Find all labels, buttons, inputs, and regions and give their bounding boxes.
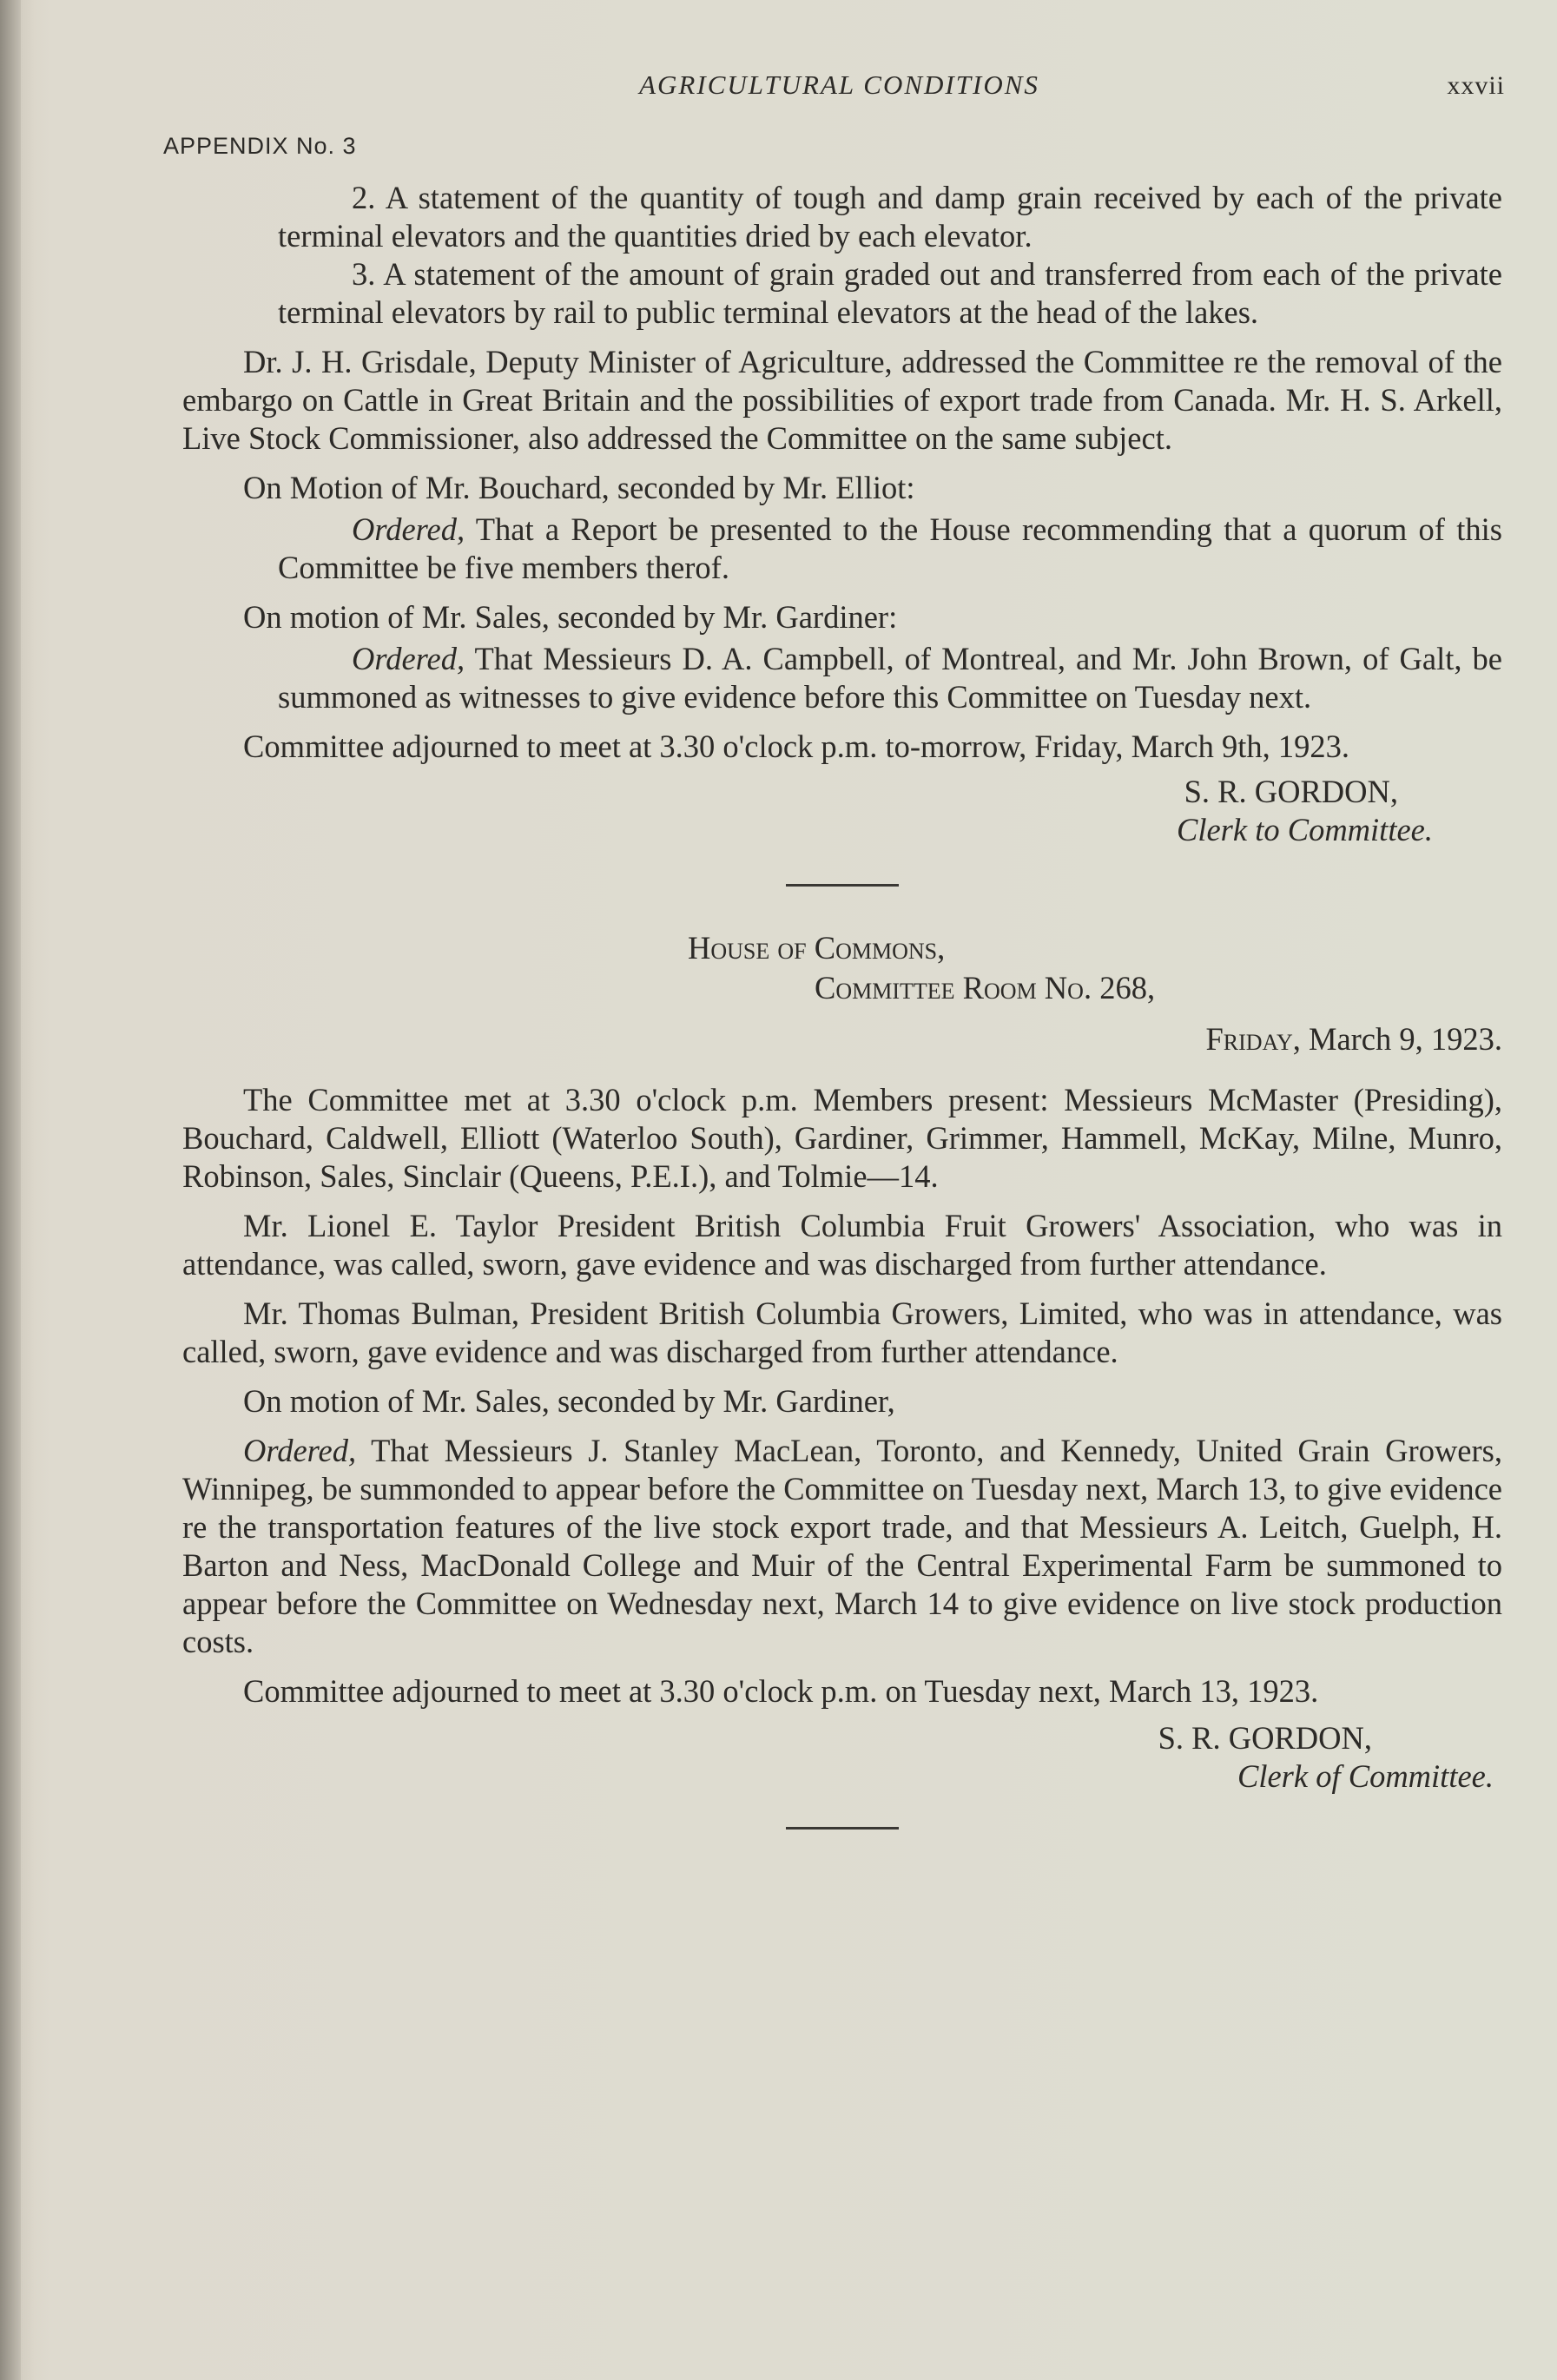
motion-bouchard: On Motion of Mr. Bouchard, seconded by Mr. Elliot: [243,470,915,505]
running-title: AGRICULTURAL CONDITIONS [639,69,1039,100]
signature-title-1: Clerk to Committee. [1177,812,1433,847]
document-body [182,179,1502,1830]
motion-sales-1: On motion of Mr. Sales, seconded by Mr. Gardiner: [243,599,898,635]
grisdale-paragraph: Dr. J. H. Grisdale, Deputy Minister of Agriculture, addressed the Committee re the removal of the embargo on Cattle in Great Britain and the possibilities of export trade from Canada. Mr. H. S. Arkell, Live Stock Commissioner, also addressed the Committee on the same subject. [182,344,1502,456]
running-header [174,69,1505,113]
bulman-paragraph: Mr. Thomas Bulman, President British Columbia Growers, Limited, who was in attendance, was called, sworn, gave evidence and was discharged from further attendance. [182,1295,1502,1369]
members-present: The Committee met at 3.30 o'clock p.m. Members present: Messieurs McMaster (Presiding), Bouchard, Caldwell, Elliott (Waterloo South), Gardiner, Grimmer, Hammell, McKay, Milne, Munro, Robinson, Sales, Sinclair (Queens, P.E.I.), and Tolmie—14. [182,1082,1502,1194]
ordered-summons [182,1432,1502,1661]
address-line-2: Committee Room No. 268, [815,970,1156,1005]
statement-item-2: 2. A statement of the quantity of tough and damp grain received by each of the private terminal elevators and the quantities dried by each elevator. [278,180,1502,254]
ordered-word: Ordered, [352,511,465,547]
meeting-date [182,1020,1502,1058]
ordered-text: That Messieurs D. A. Campbell, of Montreal, and Mr. John Brown, of Galt, be summoned as witnesses to give evidence before this Committee on Tuesday next. [278,641,1502,715]
ordered-witnesses [278,640,1502,716]
section-divider [786,884,899,887]
address-line-1: House of Commons, [688,930,946,966]
appendix-label: APPENDIX No. 3 [163,133,357,159]
page-number: xxvii [1447,71,1505,100]
binding-gutter [0,0,21,2380]
date-rest: March 9, 1923. [1300,1021,1502,1057]
ordered-word: Ordered, [352,641,465,676]
signature-name-2: S. R. GORDON, [1158,1720,1372,1756]
adjournment-1: Committee adjourned to meet at 3.30 o'clock p.m. to-morrow, Friday, March 9th, 1923. [243,729,1350,764]
signature-title-2: Clerk of Committee. [1237,1758,1494,1794]
signature-name-1: S. R. GORDON, [1184,774,1398,809]
ordered-text: That Messieurs J. Stanley MacLean, Toronto, and Kennedy, United Grain Growers, Winnipeg, be summonded to appear before the Committee on Tuesday next, March 13, to give evidence re the transportation features of the live stock export trade, and that Messieurs A. Leitch, Guelph, H. Barton and Ness, MacDonald College and Muir of the Central Experimental Farm be summoned to appear before the Committee on Wednesday next, March 14 to give evidence on live stock production costs. [182,1433,1502,1659]
taylor-paragraph: Mr. Lionel E. Taylor President British Columbia Fruit Growers' Association, who was in attendance, was called, sworn, gave evidence and was discharged from further attendance. [182,1208,1502,1282]
ordered-word: Ordered, [243,1433,357,1468]
ordered-quorum [278,511,1502,587]
adjournment-2: Committee adjourned to meet at 3.30 o'clock p.m. on Tuesday next, March 13, 1923. [243,1673,1319,1709]
date-day: Friday, [1205,1021,1301,1057]
end-divider [786,1827,899,1830]
motion-sales-2: On motion of Mr. Sales, seconded by Mr. Gardiner, [243,1383,895,1419]
ordered-text: That a Report be presented to the House recommending that a quorum of this Committee be five members therof. [278,511,1502,585]
statement-item-3: 3. A statement of the amount of grain graded out and transferred from each of the private terminal elevators by rail to public terminal elevators at the head of the lakes. [278,256,1502,330]
